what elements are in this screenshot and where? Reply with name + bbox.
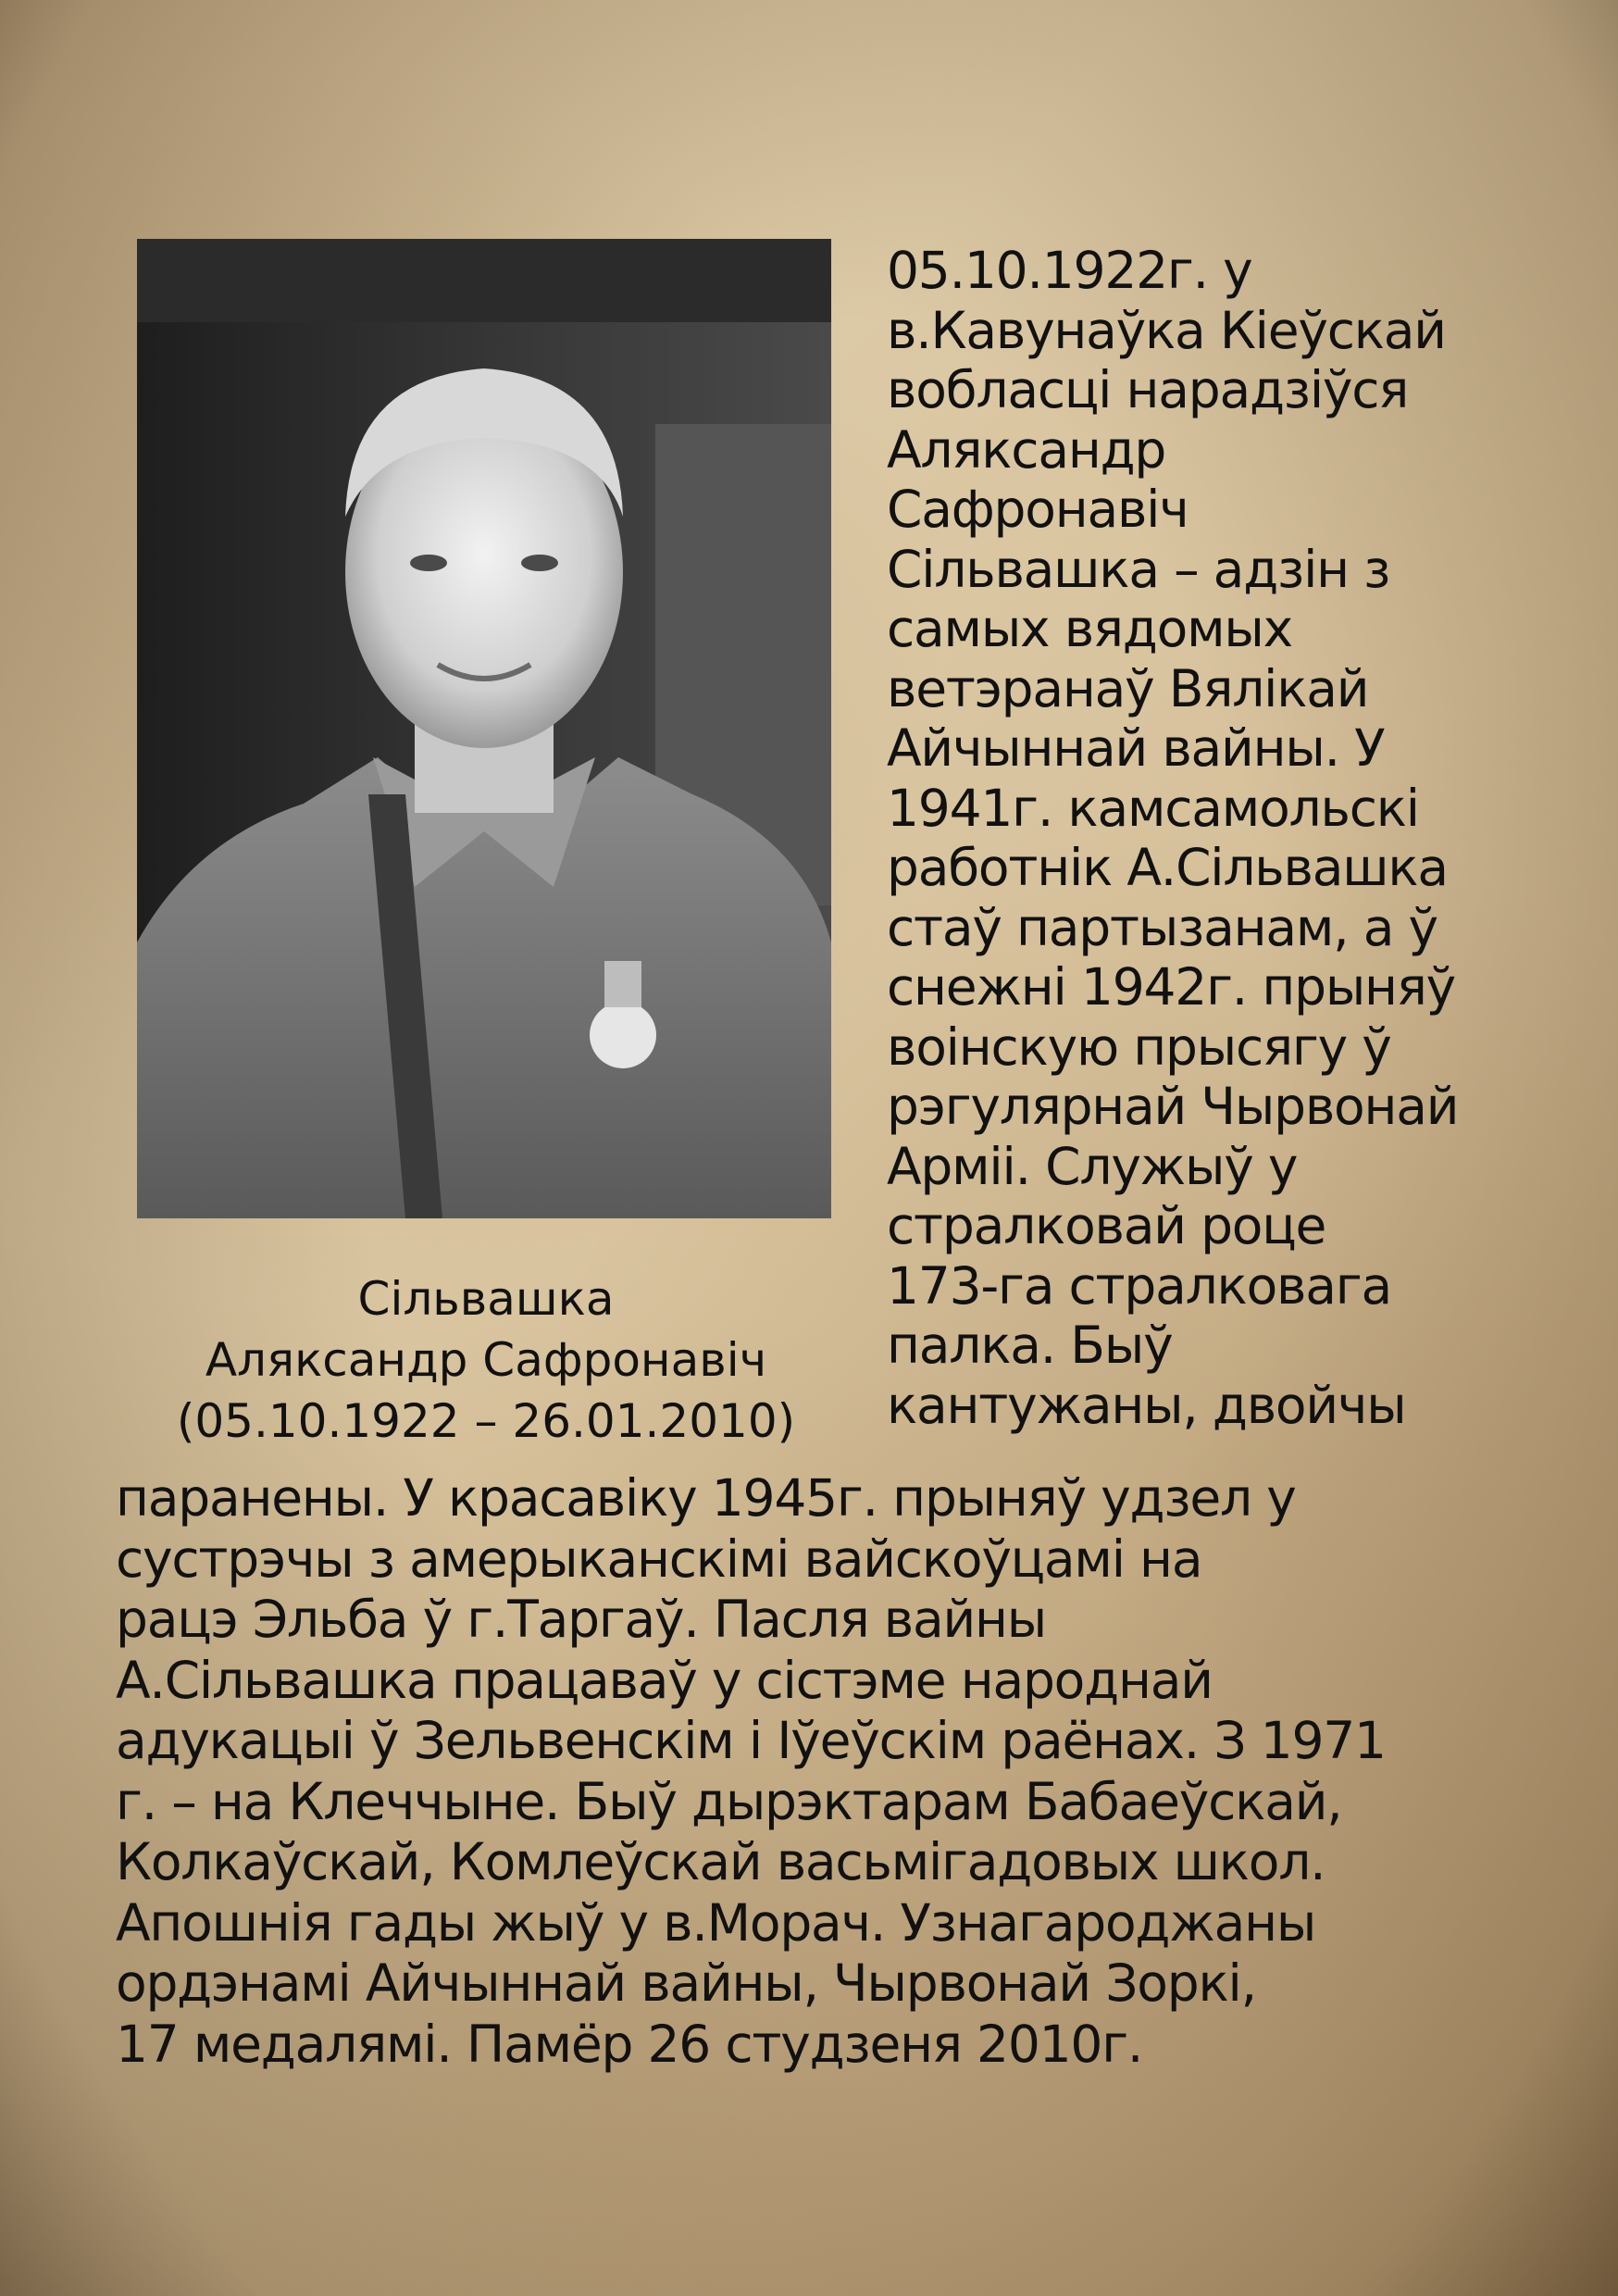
bio-line: А.Сільвашка працаваў у сістэме народнай — [116, 1650, 1213, 1710]
bio-line: 17 медалямі. Памёр 26 студзеня 2010г. — [116, 2014, 1143, 2074]
bio-line: 173-га стралковага — [887, 1255, 1391, 1316]
bio-line: Колкаўскай, Комлеўскай васьмігадовых школ. — [116, 1832, 1326, 1891]
caption-surname: Сільвашка — [357, 1272, 615, 1326]
bio-line: сустрэчы з амерыканскімі вайскоўцамі на — [116, 1529, 1202, 1589]
bio-line: самых вядомых — [887, 599, 1292, 658]
bio-line: Айчыннай вайны. У — [887, 718, 1385, 778]
bio-line: вобласці нарадзіўся — [887, 360, 1409, 419]
biography-full-text — [116, 1468, 1541, 2075]
bio-line: работнік А.Сільвашка — [887, 838, 1448, 897]
bio-line: стралковай роце — [887, 1196, 1326, 1255]
portrait-caption — [102, 1268, 870, 1452]
biography-column-text — [887, 241, 1553, 1435]
bio-line: Сафронавіч — [887, 480, 1189, 539]
bio-line: кантужаны, двойчы — [887, 1375, 1406, 1435]
bio-line: воінскую прысягу ў — [887, 1017, 1391, 1077]
bio-line: 05.10.1922г. у — [887, 241, 1252, 300]
bio-line: рэгулярнай Чырвонай — [887, 1077, 1459, 1136]
bio-line: снежні 1942г. прыняў — [887, 957, 1456, 1017]
bio-line: ордэнамі Айчыннай вайны, Чырвонай Зоркі, — [116, 1953, 1256, 2013]
bio-line: стаў партызанам, а ў — [887, 897, 1438, 957]
bio-line: Арміі. Служыў у — [887, 1136, 1298, 1196]
portrait-photo — [137, 239, 831, 1218]
caption-name: Аляксандр Сафронавіч — [205, 1333, 767, 1387]
bio-line: в.Кавунаўка Кіеўскай — [887, 300, 1446, 360]
bio-line: ветэранаў Вялікай — [887, 658, 1369, 718]
bio-line: палка. Быў — [887, 1316, 1173, 1375]
caption-dates: (05.10.1922 – 26.01.2010) — [176, 1394, 796, 1448]
bio-line: Аляксандр — [887, 419, 1166, 480]
bio-line: г. – на Клеччыне. Быў дырэктарам Бабаеўскай, — [116, 1771, 1342, 1831]
bio-line: паранены. У красавіку 1945г. прыняў удзел у — [116, 1468, 1296, 1528]
bio-line: рацэ Эльба ў г.Таргаў. Пасля вайны — [116, 1590, 1047, 1649]
bio-line: 1941г. камсамольскі — [887, 778, 1419, 838]
bio-line: адукацыі ў Зельвенскім і Іўеўскім раёнах. З 1971 — [116, 1711, 1386, 1770]
bio-line: Апошнія гады жыў у в.Морач. Узнагароджаны — [116, 1892, 1316, 1953]
bio-line: Сільвашка – адзін з — [887, 539, 1390, 599]
